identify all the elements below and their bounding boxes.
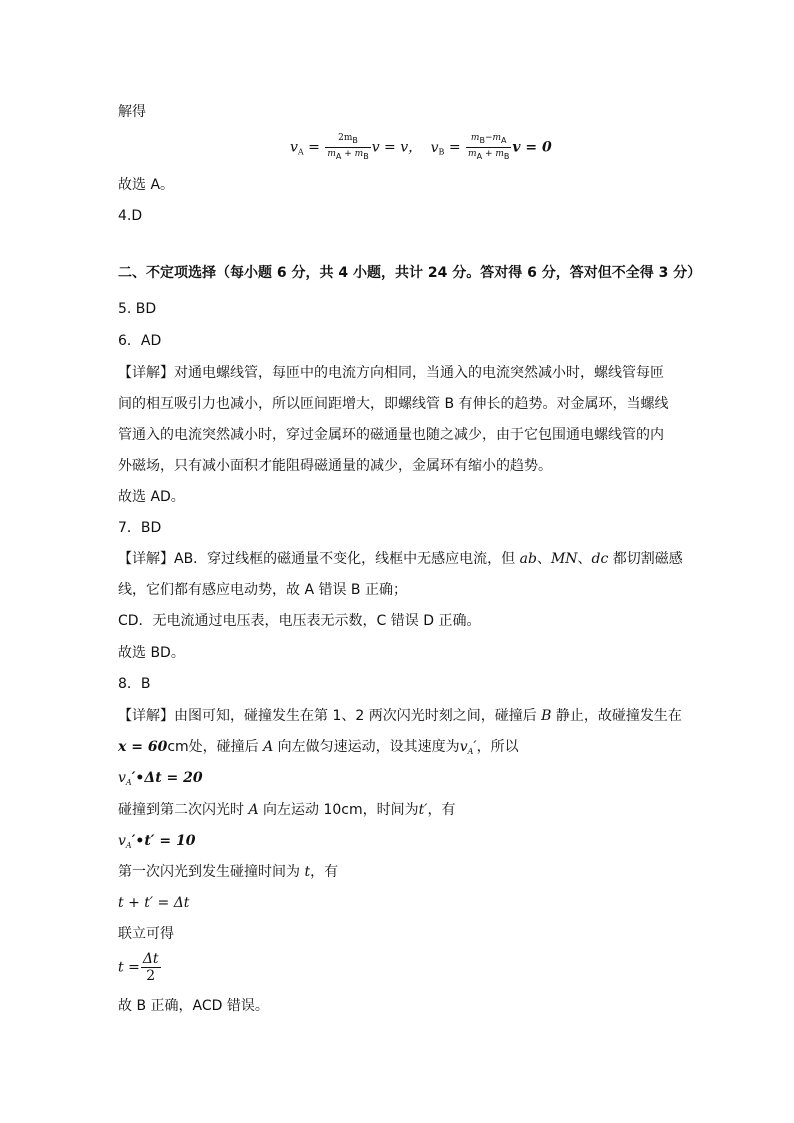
text-jiede: 解得: [118, 104, 146, 120]
answer-5: 5. BD: [118, 301, 157, 317]
q7-explanation-line-2: 线，它们都有感应电动势，故 A 错误 B 正确；: [118, 582, 407, 598]
fraction-vA: $\frac{2mB}{mA + mB}$: [327, 133, 369, 161]
equation-4: t = $\frac{\Delta t}{2}$: [118, 951, 159, 984]
q8-conclusion: 故 B 正确，ACD 错误。: [118, 998, 269, 1014]
answer-6: 6．AD: [118, 333, 162, 349]
q6-explanation-line-1: 【详解】对通电螺线管，每匝中的电流方向相同，当通入的电流突然减小时，螺线管每匝: [118, 365, 664, 381]
answer-8: 8．B: [118, 676, 151, 692]
q8-explanation-line-6: 第一次闪光到发生碰撞时间为 t，有: [118, 864, 339, 880]
q8-explanation-line-1: 【详解】由图可知，碰撞发生在第 1、2 两次闪光时刻之间，碰撞后 B 静止，故碰撞发生在: [118, 708, 682, 724]
q6-explanation-line-4: 外磁场，只有减小面积才能阻碍磁通量的减少，金属环有缩小的趋势。: [118, 458, 552, 474]
q7-conclusion: 故选 BD。: [118, 645, 185, 661]
q6-explanation-line-3: 管通入的电流突然减小时，穿过金属环的磁通量也随之减少，由于它包围通电螺线管的内: [118, 427, 664, 443]
q6-conclusion: 故选 AD。: [118, 489, 185, 505]
equation-2: $v_A'•t' = 10$: [118, 833, 196, 850]
q8-explanation-line-4: 碰撞到第二次闪光时 A 向左运动 10cm，时间为t′，有: [118, 802, 456, 818]
text-lianli: 联立可得: [118, 926, 174, 942]
equation-1: $v_A'•\Delta t = 20$: [118, 770, 203, 787]
q7-explanation-line-3: CD．无电流通过电压表，电压表无示数，C 错误 D 正确。: [118, 613, 481, 629]
q8-explanation-line-2: x = 60cm处，碰撞后 A 向左做匀速运动，设其速度为$v_A'$，所以: [118, 739, 519, 756]
equation-3: t + t′ = Δt: [118, 895, 190, 911]
answer-4: 4.D: [118, 208, 143, 224]
section-heading-2: 二、不定项选择（每小题 6 分，共 4 小题，共计 24 分。答对得 6 分，答对但不全得 3 分）: [118, 265, 702, 281]
fraction-vB: $\frac{mB-mA}{mA + mB}$: [468, 133, 510, 161]
q7-explanation-line-1: 【详解】AB．穿过线框的磁通量不变化，线框中无感应电流，但 ab、MN、dc 都切割磁感: [118, 551, 683, 567]
formula-velocity-results: $v_A$ = $\frac{2mB}{mA + mB}$ v = v， $v_B$ = $\frac{mB-mA}{mA + mB}$ v = 0: [290, 133, 552, 161]
text-answer-a: 故选 A。: [118, 177, 175, 193]
q6-explanation-line-2: 间的相互吸引力也减小，所以匝间距增大，即螺线管 B 有伸长的趋势。对金属环，当螺线: [118, 396, 669, 412]
answer-7: 7．BD: [118, 520, 162, 536]
